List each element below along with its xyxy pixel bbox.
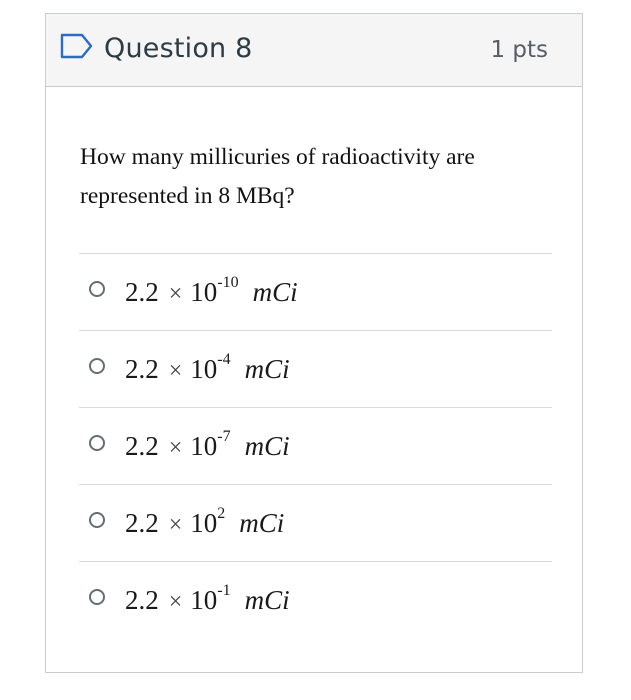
answer-option-2[interactable]: [79, 331, 552, 408]
answer-label: [125, 505, 284, 543]
times-sign: ×: [168, 281, 183, 307]
times-sign: ×: [168, 512, 183, 538]
question-points: 1 pts: [490, 37, 548, 63]
radio-button[interactable]: [89, 358, 105, 374]
answer-option-5[interactable]: [79, 562, 552, 639]
mantissa: 2.2: [125, 354, 159, 384]
exponent: -10: [217, 274, 239, 291]
question-card: [45, 13, 583, 673]
base: 10: [190, 508, 218, 538]
exponent: -7: [217, 428, 231, 445]
question-header: [46, 14, 582, 87]
mantissa: 2.2: [125, 277, 159, 307]
answer-option-1[interactable]: [79, 254, 552, 331]
unit: mCi: [252, 277, 298, 307]
unit: mCi: [239, 508, 285, 538]
base: 10: [190, 277, 218, 307]
mantissa: 2.2: [125, 508, 159, 538]
times-sign: ×: [168, 358, 183, 384]
question-title: Question 8: [104, 33, 253, 64]
exponent: 2: [217, 505, 226, 522]
radio-button[interactable]: [89, 589, 105, 605]
times-sign: ×: [168, 589, 183, 615]
exponent: -4: [217, 351, 231, 368]
answer-label: [125, 428, 290, 466]
unit: mCi: [244, 585, 290, 615]
unit: mCi: [244, 354, 290, 384]
times-sign: ×: [168, 435, 183, 461]
answer-label: [125, 351, 290, 389]
base: 10: [190, 585, 218, 615]
answer-label: [125, 274, 298, 312]
base: 10: [190, 431, 218, 461]
radio-button[interactable]: [89, 512, 105, 528]
question-text: How many millicuries of radioactivity are represented in 8 MBq?: [80, 144, 475, 209]
flag-question-icon[interactable]: [60, 32, 94, 60]
exponent: -1: [217, 582, 231, 599]
mantissa: 2.2: [125, 585, 159, 615]
answer-list: [79, 253, 552, 639]
base: 10: [190, 354, 218, 384]
answer-option-4[interactable]: [79, 485, 552, 562]
mantissa: 2.2: [125, 431, 159, 461]
unit: mCi: [244, 431, 290, 461]
answer-option-3[interactable]: [79, 408, 552, 485]
radio-button[interactable]: [89, 435, 105, 451]
answer-label: [125, 582, 290, 620]
radio-button[interactable]: [89, 281, 105, 297]
